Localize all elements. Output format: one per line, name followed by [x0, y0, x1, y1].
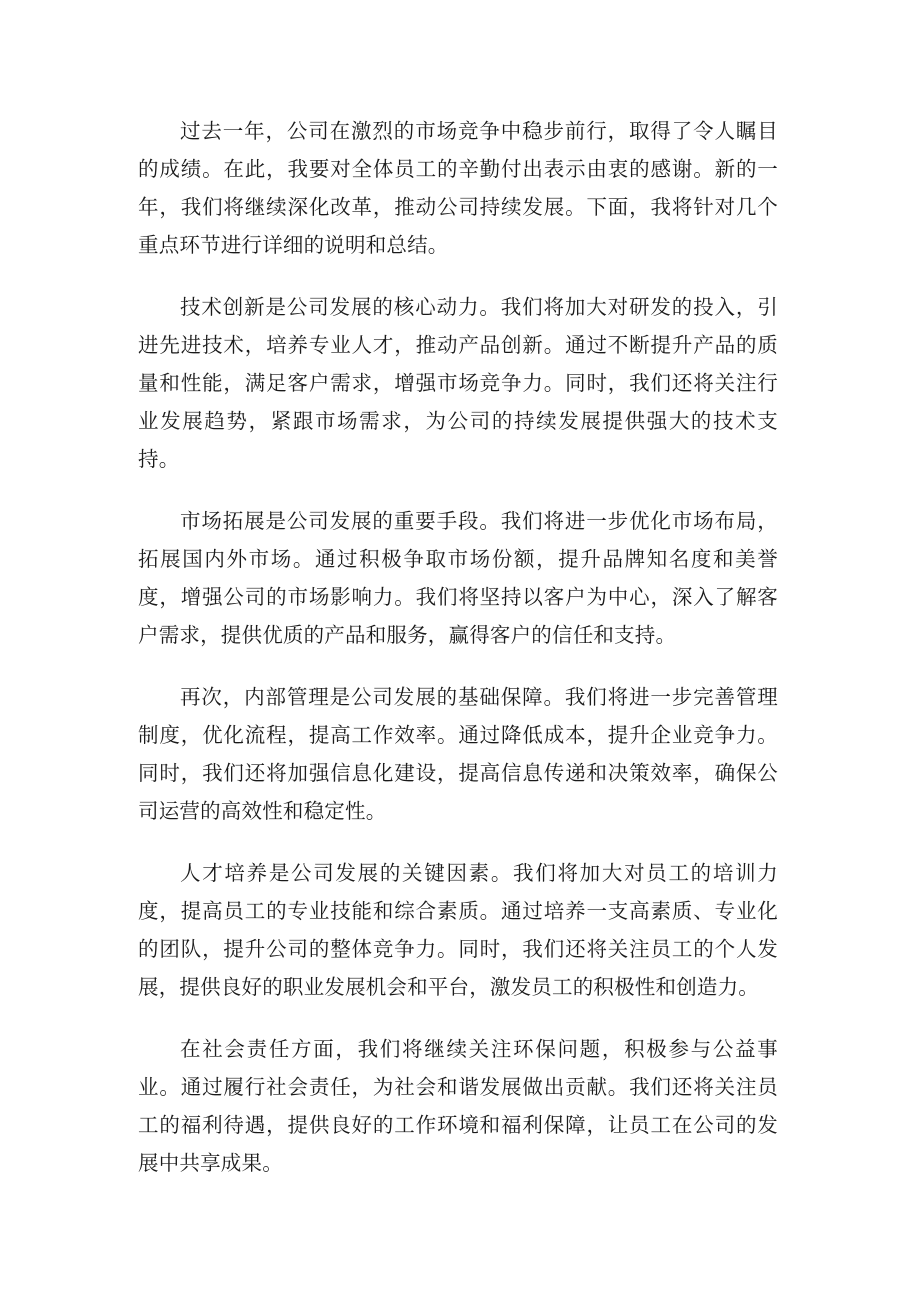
paragraph-intro: 过去一年，公司在激烈的市场竞争中稳步前行，取得了令人瞩目的成绩。在此，我要对全体员工的辛勤付出表示由衷的感谢。新的一年，我们将继续深化改革，推动公司持续发展。下面，我将针对几个重点环节进行详细的说明和总结。: [138, 119, 778, 257]
document-body: [138, 112, 778, 1206]
paragraph-technology-innovation: 技术创新是公司发展的核心动力。我们将加大对研发的投入，引进先进技术，培养专业人才，推动产品创新。通过不断提升产品的质量和性能，满足客户需求，增强市场竞争力。同时，我们还将关注行业发展趋势，紧跟市场需求，为公司的持续发展提供强大的技术支持。: [138, 295, 778, 471]
paragraph-talent-development: 人才培养是公司发展的关键因素。我们将加大对员工的培训力度，提高员工的专业技能和综合素质。通过培养一支高素质、专业化的团队，提升公司的整体竞争力。同时，我们还将关注员工的个人发展，提供良好的职业发展机会和平台，激发员工的积极性和创造力。: [138, 861, 778, 999]
paragraph-market-expansion: 市场拓展是公司发展的重要手段。我们将进一步优化市场布局，拓展国内外市场。通过积极争取市场份额，提升品牌知名度和美誉度，增强公司的市场影响力。我们将坚持以客户为中心，深入了解客户需求，提供优质的产品和服务，赢得客户的信任和支持。: [138, 509, 778, 647]
paragraph-internal-management: 再次，内部管理是公司发展的基础保障。我们将进一步完善管理制度，优化流程，提高工作效率。通过降低成本，提升企业竞争力。同时，我们还将加强信息化建设，提高信息传递和决策效率，确保公司运营的高效性和稳定性。: [138, 685, 778, 823]
paragraph-social-responsibility: 在社会责任方面，我们将继续关注环保问题，积极参与公益事业。通过履行社会责任，为社会和谐发展做出贡献。我们还将关注员工的福利待遇，提供良好的工作环境和福利保障，让员工在公司的发展中共享成果。: [138, 1037, 778, 1175]
